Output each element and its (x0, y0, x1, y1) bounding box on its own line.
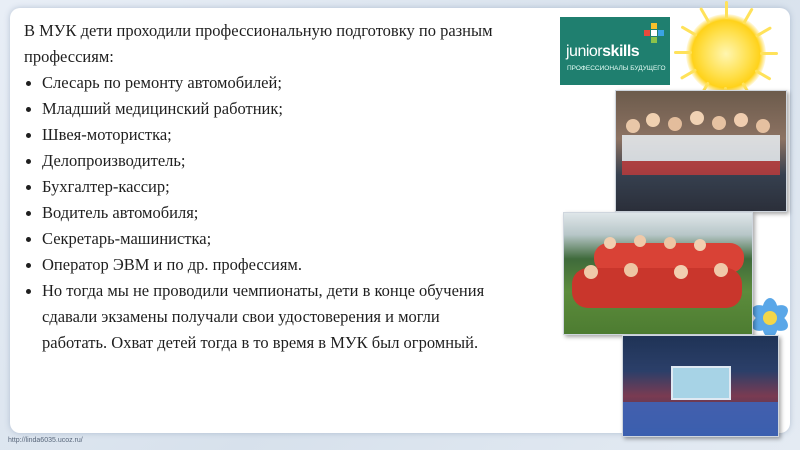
list-item: Оператор ЭВМ и по др. профессиям. (24, 252, 584, 278)
slide-text (24, 18, 584, 378)
photo-group-indoors (615, 90, 787, 212)
logo-mark-icon (644, 23, 664, 43)
stage-screen (671, 366, 731, 400)
list-item: Швея-мотористка; (24, 122, 584, 148)
logo-tagline: ПРОФЕССИОНАЛЫ БУДУЩЕГО (567, 65, 666, 72)
profession-list (24, 70, 584, 356)
sun-rays (725, 53, 727, 55)
list-item: Делопроизводитель; (24, 148, 584, 174)
list-item: Младший медицинский работник; (24, 96, 584, 122)
photo-group-field (563, 212, 753, 335)
final-paragraph: Но тогда мы не проводили чемпионаты, дети в конце обучения сдавали экзамены получали свои удостоверения и могли работать. Охват детей тогда в то время в МУК был огромный. (24, 278, 584, 356)
intro-text: В МУК дети проходили профессиональную подготовку по разным профессиям: (24, 21, 493, 66)
footer-url[interactable]: http://linda6035.ucoz.ru/ (8, 437, 83, 444)
logo-brand: juniorskills (566, 43, 640, 60)
juniorskills-logo (560, 17, 670, 85)
list-item: Слесарь по ремонту автомобилей; (24, 70, 584, 96)
photo-auditorium (622, 335, 779, 437)
list-item: Секретарь-машинистка; (24, 226, 584, 252)
list-item: Бухгалтер-кассир; (24, 174, 584, 200)
list-item: Водитель автомобиля; (24, 200, 584, 226)
